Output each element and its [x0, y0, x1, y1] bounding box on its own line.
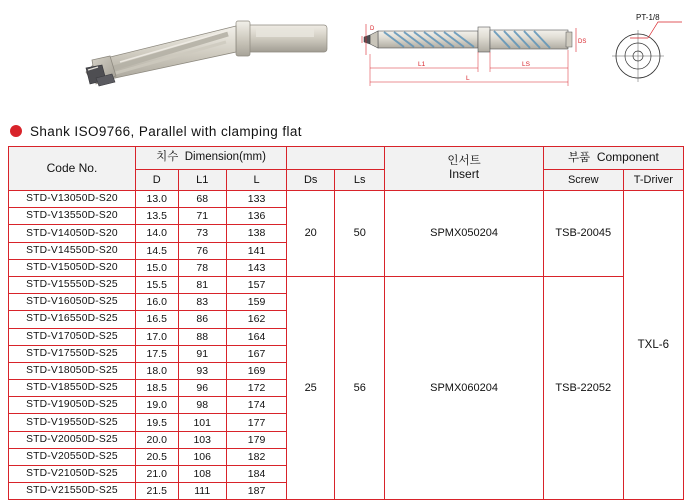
- cell-l: 179: [226, 431, 286, 448]
- cell-ls: 50: [335, 191, 385, 277]
- specification-table: [8, 146, 684, 500]
- cell-d: 18.0: [135, 362, 178, 379]
- cell-ds: 25: [287, 276, 335, 499]
- cell-l: 157: [226, 276, 286, 293]
- dim-d-label: D: [370, 26, 375, 32]
- cell-l1: 98: [178, 397, 226, 414]
- drill-photo-large: [40, 8, 330, 108]
- header-code-no: Code No.: [9, 147, 136, 191]
- cell-d: 16.0: [135, 294, 178, 311]
- table-header-row-1: [9, 147, 684, 170]
- cell-l1: 76: [178, 242, 226, 259]
- header-l1: L1: [178, 170, 226, 191]
- table-row: [9, 276, 684, 293]
- table-row: [9, 191, 684, 208]
- cell-code-no: STD-V17550D-S25: [9, 345, 136, 362]
- cell-l1: 68: [178, 191, 226, 208]
- dim-l1-label: L1: [418, 61, 426, 68]
- cell-d: 18.5: [135, 380, 178, 397]
- cell-insert: SPMX050204: [385, 191, 544, 277]
- cell-l1: 88: [178, 328, 226, 345]
- cell-d: 13.5: [135, 208, 178, 225]
- cell-d: 17.5: [135, 345, 178, 362]
- cell-l: 174: [226, 397, 286, 414]
- cell-l: 164: [226, 328, 286, 345]
- cell-l: 177: [226, 414, 286, 431]
- cell-d: 17.0: [135, 328, 178, 345]
- header-ds: Ds: [287, 170, 335, 191]
- table-head: [9, 147, 684, 191]
- cell-ds: 20: [287, 191, 335, 277]
- dim-ls-label: LS: [522, 61, 530, 68]
- table-body: [9, 191, 684, 500]
- cell-screw: TSB-22052: [543, 276, 623, 499]
- cell-code-no: STD-V14050D-S20: [9, 225, 136, 242]
- cell-l: 167: [226, 345, 286, 362]
- cell-tdriver: TXL-6: [623, 191, 683, 500]
- cell-l: 172: [226, 380, 286, 397]
- cell-code-no: STD-V18050D-S25: [9, 362, 136, 379]
- cell-l1: 101: [178, 414, 226, 431]
- header-dimension-kr: 치수: [156, 151, 179, 164]
- dim-l-label: L: [466, 75, 470, 82]
- cell-code-no: STD-V19550D-S25: [9, 414, 136, 431]
- header-dimension: [135, 147, 286, 170]
- cell-d: 21.0: [135, 466, 178, 483]
- cell-l1: 106: [178, 448, 226, 465]
- header-insert: [385, 147, 544, 191]
- illustration-area: [0, 0, 692, 118]
- cell-l: 169: [226, 362, 286, 379]
- dim-ds-label: DS: [578, 39, 587, 45]
- header-tdriver: T-Driver: [623, 170, 683, 191]
- header-component: [543, 147, 683, 170]
- section-heading-text: Shank ISO9766, Parallel with clamping flat: [30, 123, 302, 139]
- cell-code-no: STD-V17050D-S25: [9, 328, 136, 345]
- header-insert-kr: 인서트: [447, 154, 481, 167]
- cell-code-no: STD-V19050D-S25: [9, 397, 136, 414]
- cell-l1: 103: [178, 431, 226, 448]
- cell-screw: TSB-20045: [543, 191, 623, 277]
- cell-code-no: STD-V18550D-S25: [9, 380, 136, 397]
- cell-code-no: STD-V14550D-S20: [9, 242, 136, 259]
- cell-l: 159: [226, 294, 286, 311]
- cell-d: 15.0: [135, 259, 178, 276]
- cell-insert: SPMX060204: [385, 276, 544, 499]
- header-component-en: Component: [596, 149, 659, 164]
- header-dimension-en: Dimension(mm): [184, 151, 266, 164]
- cell-code-no: STD-V21050D-S25: [9, 466, 136, 483]
- cell-code-no: STD-V20550D-S25: [9, 448, 136, 465]
- drill-technical-drawing: [360, 10, 590, 100]
- cell-l: 182: [226, 448, 286, 465]
- header-screw: Screw: [543, 170, 623, 191]
- cell-d: 19.0: [135, 397, 178, 414]
- cell-ls: 56: [335, 276, 385, 499]
- cell-l1: 91: [178, 345, 226, 362]
- cell-d: 20.0: [135, 431, 178, 448]
- cell-code-no: STD-V15550D-S25: [9, 276, 136, 293]
- header-component-kr: 부품: [567, 151, 591, 164]
- cell-d: 20.5: [135, 448, 178, 465]
- cell-l1: 86: [178, 311, 226, 328]
- header-d: D: [135, 170, 178, 191]
- section-heading: [10, 120, 682, 142]
- cell-l1: 111: [178, 483, 226, 500]
- cell-l1: 93: [178, 362, 226, 379]
- cell-l: 184: [226, 466, 286, 483]
- cell-d: 15.5: [135, 276, 178, 293]
- cell-code-no: STD-V15050D-S20: [9, 259, 136, 276]
- cell-code-no: STD-V21550D-S25: [9, 483, 136, 500]
- cell-l: 143: [226, 259, 286, 276]
- cell-l: 136: [226, 208, 286, 225]
- cell-d: 19.5: [135, 414, 178, 431]
- header-ls: Ls: [335, 170, 385, 191]
- cell-d: 13.0: [135, 191, 178, 208]
- cell-l: 141: [226, 242, 286, 259]
- red-bullet-icon: [10, 125, 22, 137]
- pt-thread-detail: [596, 12, 684, 92]
- cell-code-no: STD-V13050D-S20: [9, 191, 136, 208]
- cell-l1: 73: [178, 225, 226, 242]
- cell-l: 187: [226, 483, 286, 500]
- header-l: L: [226, 170, 286, 191]
- cell-l1: 83: [178, 294, 226, 311]
- cell-l1: 78: [178, 259, 226, 276]
- cell-code-no: STD-V16050D-S25: [9, 294, 136, 311]
- pt-label: PT-1/8: [636, 13, 660, 22]
- header-insert-en: Insert: [449, 167, 480, 182]
- header-shank-dims: [287, 147, 385, 170]
- cell-d: 14.5: [135, 242, 178, 259]
- cell-d: 21.5: [135, 483, 178, 500]
- cell-l: 133: [226, 191, 286, 208]
- cell-l1: 96: [178, 380, 226, 397]
- cell-code-no: STD-V13550D-S20: [9, 208, 136, 225]
- cell-l1: 108: [178, 466, 226, 483]
- cell-code-no: STD-V16550D-S25: [9, 311, 136, 328]
- cell-l1: 71: [178, 208, 226, 225]
- cell-l: 138: [226, 225, 286, 242]
- cell-l: 162: [226, 311, 286, 328]
- cell-d: 14.0: [135, 225, 178, 242]
- cell-l1: 81: [178, 276, 226, 293]
- cell-code-no: STD-V20050D-S25: [9, 431, 136, 448]
- cell-d: 16.5: [135, 311, 178, 328]
